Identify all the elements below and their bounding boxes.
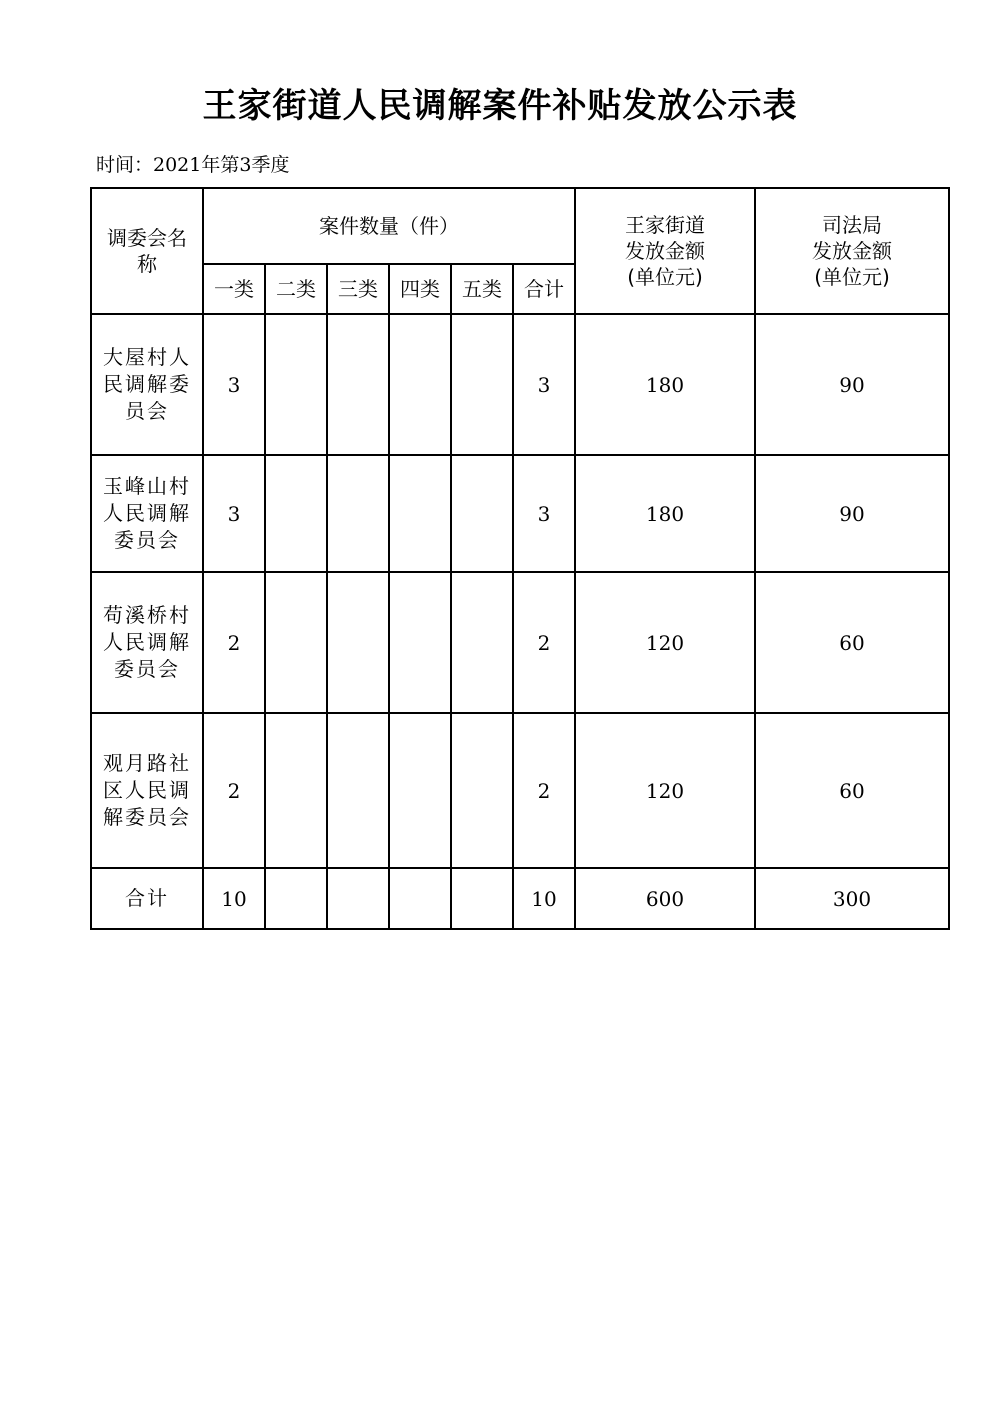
summary-total: 10 — [513, 868, 575, 929]
bureau-amount: 60 — [755, 572, 949, 713]
header-type-5: 五类 — [451, 264, 513, 314]
count-type-5 — [451, 314, 513, 455]
committee-name: 观月路社区人民调解委员会 — [91, 713, 203, 868]
count-type-1: 3 — [203, 455, 265, 572]
summary-row — [91, 868, 949, 929]
page-title: 王家街道人民调解案件补贴发放公示表 — [202, 86, 798, 126]
committee-name: 玉峰山村人民调解委员会 — [91, 455, 203, 572]
summary-label: 合计 — [91, 868, 203, 929]
count-total: 3 — [513, 314, 575, 455]
street-amount: 180 — [575, 455, 755, 572]
table-row — [91, 455, 949, 572]
header-case-count: 案件数量（件） — [203, 188, 575, 264]
count-total: 2 — [513, 713, 575, 868]
header-type-2: 二类 — [265, 264, 327, 314]
committee-name: 大屋村人民调解委员会 — [91, 314, 203, 455]
count-type-2 — [265, 572, 327, 713]
table-row — [91, 572, 949, 713]
street-amount: 120 — [575, 713, 755, 868]
header-type-1: 一类 — [203, 264, 265, 314]
table-row — [91, 314, 949, 455]
header-bureau-amount: 司法局 发放金额 (单位元) — [755, 188, 949, 314]
count-type-5 — [451, 713, 513, 868]
header-type-4: 四类 — [389, 264, 451, 314]
summary-type-4 — [389, 868, 451, 929]
count-type-3 — [327, 314, 389, 455]
bureau-amount: 90 — [755, 455, 949, 572]
summary-type-5 — [451, 868, 513, 929]
summary-type-2 — [265, 868, 327, 929]
count-type-3 — [327, 455, 389, 572]
count-type-2 — [265, 314, 327, 455]
count-type-3 — [327, 713, 389, 868]
count-type-2 — [265, 713, 327, 868]
street-amount: 180 — [575, 314, 755, 455]
header-committee: 调委会名称 — [91, 188, 203, 314]
count-type-1: 2 — [203, 572, 265, 713]
summary-street-amount: 600 — [575, 868, 755, 929]
date-line: 时间：2021年第3季度 — [96, 154, 290, 176]
header-street-amount: 王家街道 发放金额 (单位元) — [575, 188, 755, 314]
count-type-2 — [265, 455, 327, 572]
bureau-amount: 60 — [755, 713, 949, 868]
count-type-4 — [389, 314, 451, 455]
count-type-4 — [389, 713, 451, 868]
count-total: 2 — [513, 572, 575, 713]
count-type-1: 2 — [203, 713, 265, 868]
summary-type-3 — [327, 868, 389, 929]
count-total: 3 — [513, 455, 575, 572]
count-type-5 — [451, 572, 513, 713]
summary-type-1: 10 — [203, 868, 265, 929]
header-type-3: 三类 — [327, 264, 389, 314]
summary-bureau-amount: 300 — [755, 868, 949, 929]
street-amount: 120 — [575, 572, 755, 713]
count-type-3 — [327, 572, 389, 713]
count-type-4 — [389, 455, 451, 572]
count-type-1: 3 — [203, 314, 265, 455]
subsidy-table — [90, 187, 950, 930]
committee-name: 苟溪桥村人民调解委员会 — [91, 572, 203, 713]
bureau-amount: 90 — [755, 314, 949, 455]
table-row — [91, 713, 949, 868]
count-type-5 — [451, 455, 513, 572]
count-type-4 — [389, 572, 451, 713]
header-type-total: 合计 — [513, 264, 575, 314]
